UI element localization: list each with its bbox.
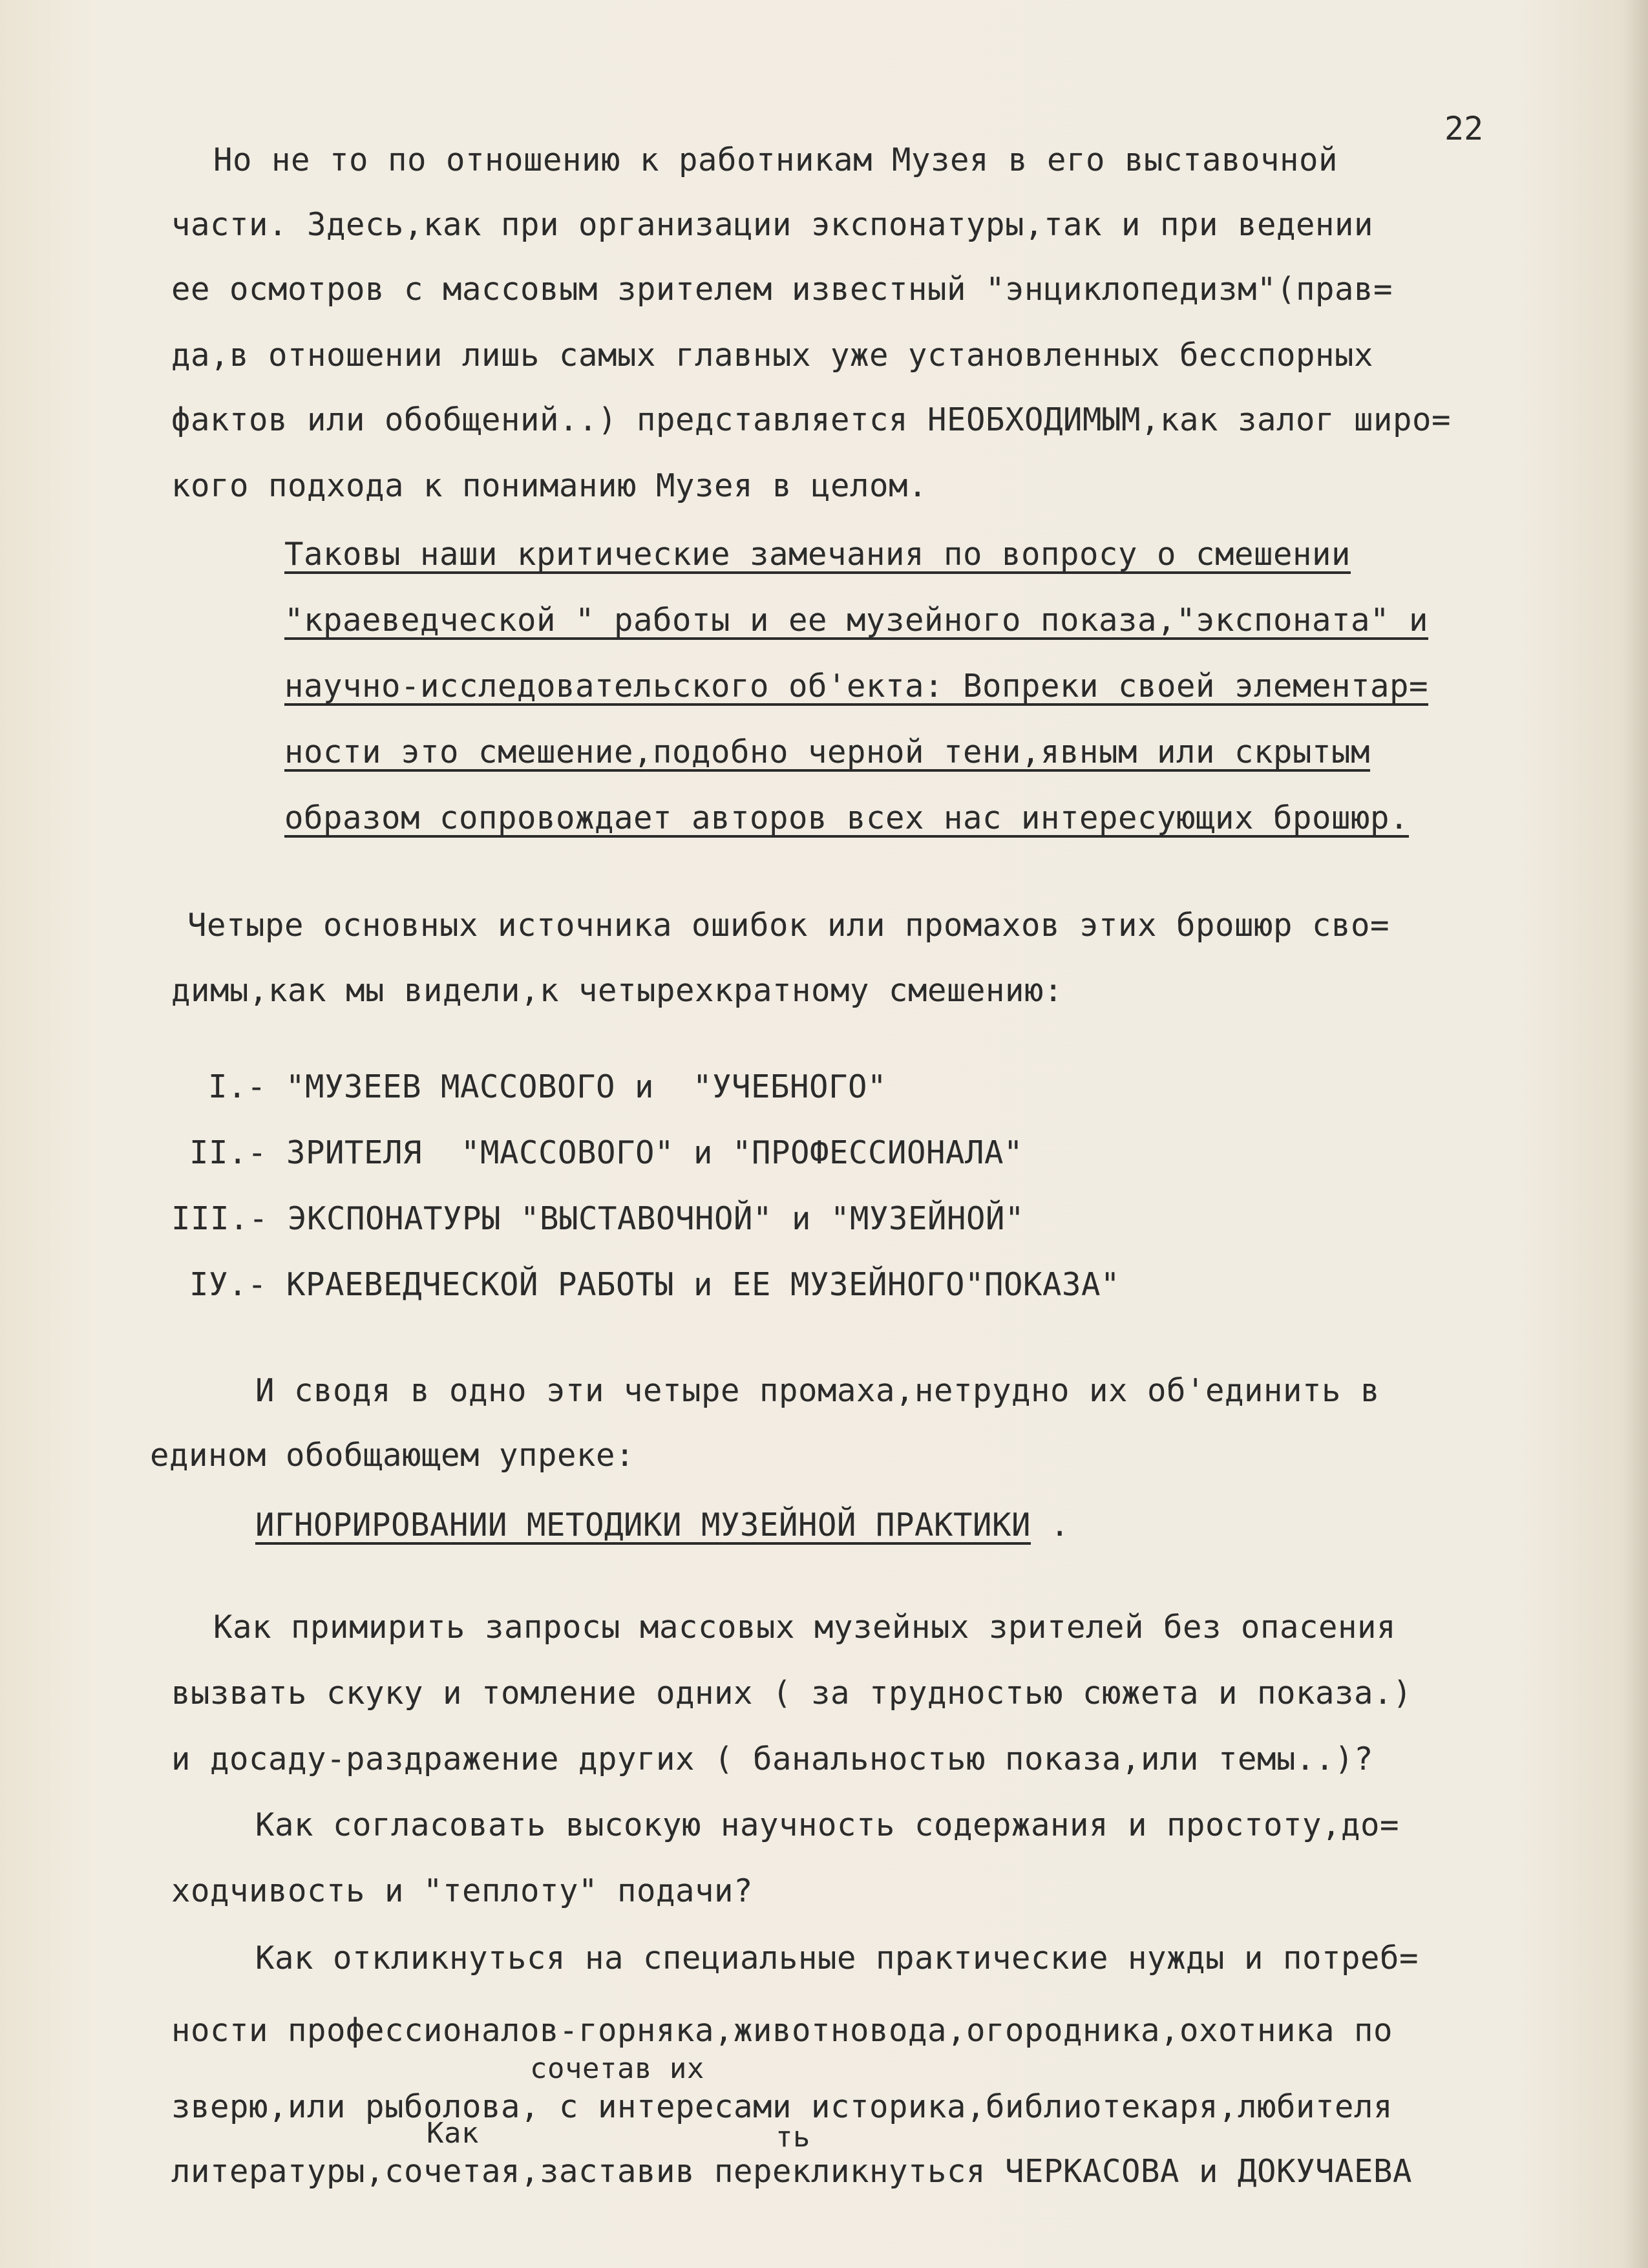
emphasis-line: ИГНОРИРОВАНИИ МЕТОДИКИ МУЗЕЙНОЙ ПРАКТИКИ . xyxy=(255,1507,1070,1543)
text-line: зверю,или рыболова, с интересами историка,библиотекаря,любителя xyxy=(171,2088,1393,2125)
text-line: едином обобщающем упреке: xyxy=(150,1437,635,1474)
underlined-line: "краеведческой " работы и ее музейного показа,"экспоната" и xyxy=(284,602,1429,639)
underlined-line: Таковы наши критические замечания по вопросу о смешении xyxy=(284,536,1351,573)
text-line: кого подхода к пониманию Музея в целом. xyxy=(171,467,928,504)
interlinear-insertion: Как xyxy=(427,2117,479,2150)
text-line: литературы,сочетая,заставив перекликнуться ЧЕРКАСОВА и ДОКУЧАЕВА xyxy=(171,2153,1413,2190)
text-line: Но не то по отношению к работникам Музея в его выставочной xyxy=(213,142,1338,178)
text-line: И сводя в одно эти четыре промаха,нетрудно их об'единить в xyxy=(255,1372,1380,1409)
text-line: Как откликнуться на специальные практические нужды и потреб= xyxy=(255,1940,1419,1977)
text-line: вызвать скуку и томление одних ( за трудностью сюжета и показа.) xyxy=(171,1675,1413,1712)
list-item: III.- ЭКСПОНАТУРЫ "ВЫСТАВОЧНОЙ" и "МУЗЕЙНОЙ" xyxy=(171,1200,1025,1237)
underlined-line: образом сопровождает авторов всех нас интересующих брошюр. xyxy=(284,800,1410,836)
text-line: фактов или обобщений..) представляется НЕОБХОДИМЫМ,как залог широ= xyxy=(171,401,1452,438)
interlinear-insertion: ть xyxy=(776,2121,810,2154)
text-line: Четыре основных источника ошибок или промахов этих брошюр сво= xyxy=(187,907,1390,944)
text-line: ходчивость и "теплоту" подачи? xyxy=(171,1872,754,1909)
underlined-line: ности это смешение,подобно черной тени,явным или скрытым xyxy=(284,734,1371,770)
list-item: IУ.- КРАЕВЕДЧЕСКОЙ РАБОТЫ и ЕЕ МУЗЕЙНОГО"ПОКАЗА" xyxy=(189,1266,1121,1303)
text-line: Как согласовать высокую научность содержания и простоту,до= xyxy=(255,1807,1400,1843)
underlined-line: научно-исследовательского об'екта: Вопреки своей элементар= xyxy=(284,668,1429,705)
text-line: ности профессионалов-горняка,животновода,огородника,охотника по xyxy=(171,2012,1393,2049)
text-line: Как примирить запросы массовых музейных зрителей без опасения xyxy=(213,1609,1397,1646)
page-number: 22 xyxy=(1444,110,1484,147)
text-line: ее осмотров с массовым зрителем известный "энциклопедизм"(прав= xyxy=(171,271,1393,308)
interlinear-insertion: сочетав их xyxy=(530,2052,704,2085)
text-line: димы,как мы видели,к четырехкратному смешению: xyxy=(171,972,1064,1009)
text-line: да,в отношении лишь самых главных уже установленных бесспорных xyxy=(171,337,1374,374)
text-line: части. Здесь,как при организации экспонатуры,так и при ведении xyxy=(171,206,1374,243)
list-item: I.- "МУЗЕЕВ МАССОВОГО и "УЧЕБНОГО" xyxy=(208,1068,887,1105)
list-item: II.- ЗРИТЕЛЯ "МАССОВОГО" и "ПРОФЕССИОНАЛА" xyxy=(189,1134,1024,1171)
text-line: и досаду-раздражение других ( банальностью показа,или темы..)? xyxy=(171,1741,1374,1777)
